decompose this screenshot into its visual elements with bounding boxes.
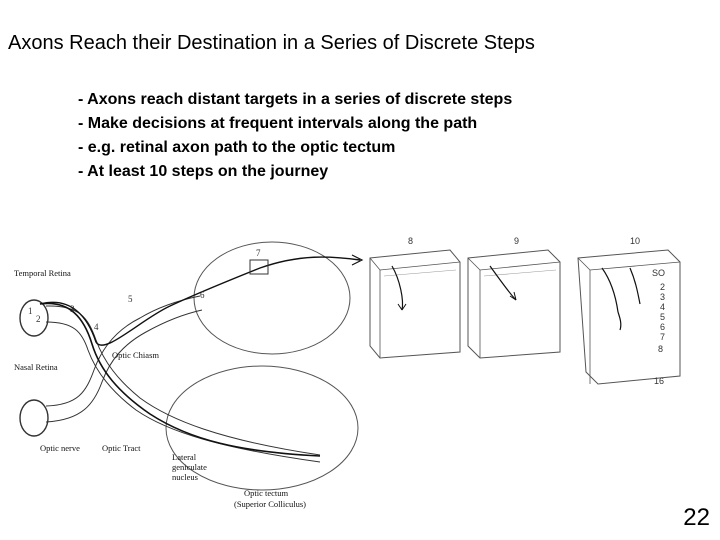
layer-label: 3 xyxy=(660,292,666,302)
bullet-list xyxy=(78,88,512,184)
step-number: 2 xyxy=(36,314,41,324)
label-optic-nerve: Optic nerve xyxy=(40,443,80,453)
label-optic-tract: Optic Tract xyxy=(102,443,141,453)
layer-label: 4 xyxy=(660,302,666,312)
bullet-item: - Make decisions at frequent intervals along the path xyxy=(78,115,478,132)
lower-eye xyxy=(20,400,48,436)
step-number: 8 xyxy=(408,236,414,246)
slide-title: Axons Reach their Destination in a Series of Discrete Steps xyxy=(8,32,535,54)
tectum-block-8 xyxy=(370,236,460,358)
page-number: 22 xyxy=(683,504,710,531)
step-number: 7 xyxy=(256,248,261,258)
optic-nerve-lower-inner xyxy=(46,310,202,422)
layer-label: 5 xyxy=(660,312,666,322)
layer-label: 16 xyxy=(654,376,665,386)
step-number: 1 xyxy=(28,306,33,316)
upper-tectum-outline xyxy=(194,242,350,354)
step-7-box xyxy=(250,260,268,274)
retinotectal-pathway-diagram xyxy=(0,200,720,520)
layer-label: 7 xyxy=(660,332,666,342)
bullet-item: - e.g. retinal axon path to the optic tectum xyxy=(78,139,396,156)
step-number: 9 xyxy=(514,236,520,246)
layer-label: 2 xyxy=(660,282,666,292)
layer-label: SO xyxy=(652,268,666,278)
label-lgn-line3: nucleus xyxy=(172,472,198,482)
tectum-block-10 xyxy=(578,236,680,386)
label-tectum-line1: Optic tectum xyxy=(244,488,289,498)
label-lgn-line2: geniculate xyxy=(172,462,207,472)
step-number: 4 xyxy=(94,322,99,332)
step-number: 10 xyxy=(630,236,641,246)
step-number: 3 xyxy=(70,304,75,314)
bullet-item: - Axons reach distant targets in a series of discrete steps xyxy=(78,91,513,108)
layer-label: 6 xyxy=(660,322,666,332)
label-nasal-retina: Nasal Retina xyxy=(14,362,58,372)
label-lgn-line1: Lateral xyxy=(172,452,197,462)
upper-eye xyxy=(20,300,48,336)
step-number: 5 xyxy=(128,294,133,304)
optic-nerve-upper-inner xyxy=(46,322,320,462)
label-temporal-retina: Temporal Retina xyxy=(14,268,71,278)
label-optic-chiasm: Optic Chiasm xyxy=(112,350,159,360)
step-number: 6 xyxy=(200,290,205,300)
tectum-block-9 xyxy=(468,236,560,358)
axon-path xyxy=(40,303,320,456)
bullet-item: - At least 10 steps on the journey xyxy=(78,163,329,180)
layer-label: 8 xyxy=(658,344,664,354)
label-tectum-line2: (Superior Colliculus) xyxy=(234,499,307,509)
